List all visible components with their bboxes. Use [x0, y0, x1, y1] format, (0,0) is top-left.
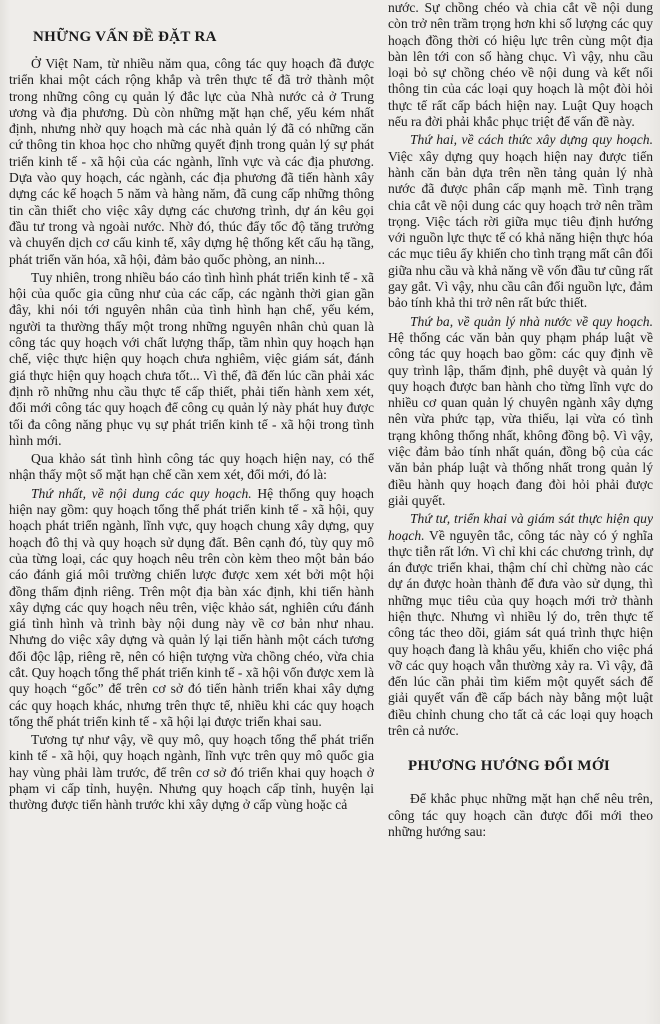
- right-column: [388, 0, 653, 842]
- paragraph: [388, 132, 653, 311]
- paragraph-lead: Thứ nhất, về nội dung các quy hoạch.: [31, 485, 252, 501]
- paragraph: [388, 314, 653, 510]
- paragraph: [388, 511, 653, 739]
- left-column: [9, 4, 374, 816]
- paragraph-lead: Thứ ba, về quản lý nhà nước về quy hoạch.: [410, 313, 653, 329]
- paragraph: Để khắc phục những mặt hạn chế nêu trên, công tác quy hoạch cần được đổi mới theo những hướng sau:: [388, 791, 653, 839]
- paragraph: Qua khảo sát tình hình công tác quy hoạch hiện nay, có thể nhận thấy một số mặt hạn chế cần xem xét, đổi mới, đó là:: [9, 451, 374, 483]
- paragraph: Ở Việt Nam, từ nhiều năm qua, công tác quy hoạch đã được triển khai một cách rộng khắp và trên thực tế đã trở thành một trong những công cụ quản lý đắc lực của Nhà nước cả ở Trung ương và địa phương. Dù còn những mặt hạn chế, yếu kém nhất định, nhưng nhờ quy hoạch mà các nhà quản lý đã có những căn cứ thông tin khoa học cho những quyết định trong quản lý sự phát triển kinh tế - xã hội của các ngành, lĩnh vực và các địa phương. Dựa vào quy hoạch, các ngành, các địa phương đã tiến hành xây dựng các kế hoạch 5 năm và hàng năm, đã cung cấp những thông tin cần thiết cho việc xây dựng các chương trình, dự án kêu gọi đầu tư trong và ngoài nước. Nhờ đó, thúc đẩy tốc độ tăng trưởng và chuyển dịch cơ cấu kinh tế, xây dựng hệ thống kết cấu hạ tầng, phát triển văn hóa, xã hội, đảm bảo quốc phòng, an ninh...: [9, 56, 374, 267]
- paragraph: Tương tự như vậy, về quy mô, quy hoạch tổng thể phát triển kinh tế - xã hội, quy hoạch ngành, lĩnh vực trên quy mô quốc gia hay vùng phải làm trước, để trên cơ sở đó triển khai quy hoạch ở phạm vi cấp tỉnh, huyện. Nhưng quy hoạch cấp tỉnh, huyện lại thường được tiến hành trước khi xây dựng ở cấp vùng hoặc cả: [9, 732, 374, 813]
- paragraph-body: Việc xây dựng quy hoạch hiện nay được tiến hành căn bản dựa trên nền tảng quản lý nhà nước đã được phân cấp mạnh mẽ. Tình trạng chia cắt về nội dung các quy hoạch trở nên trầm trọng. Việc tách rời giữa mục tiêu định hướng với nguồn lực thực tế có khả năng hiện thực hóa các mục tiêu ấy khiến cho tình trạng mất cân đối giữa nhu cầu và khả năng về vốn đầu tư cũng rất gay gắt. Vì vậy, nhu cầu cân đối nguồn lực, đảm bảo tính khả thi trở nên rất bức thiết.: [388, 148, 653, 311]
- section-heading-issues: NHỮNG VẤN ĐỀ ĐẶT RA: [33, 29, 217, 45]
- section-heading-directions: PHƯƠNG HƯỚNG ĐỔI MỚI: [408, 758, 610, 775]
- paragraph: [9, 486, 374, 730]
- paragraph-lead: Thứ hai, về cách thức xây dựng quy hoạch.: [410, 132, 653, 148]
- paragraph-lead: Thứ tư, triển khai và giám sát thực hiện quy hoạch.: [388, 511, 653, 543]
- paragraph-body: Hệ thống quy hoạch hiện nay gồm: quy hoạch tổng thể phát triển kinh tế - xã hội, quy hoạch phát triển ngành, lĩnh vực, quy hoạch chung xây dựng, quy hoạch đô thị và quy hoạch sử dụng đất. Bên cạnh đó, tùy quy mô của từng loại, các quy hoạch nêu trên còn kèm theo một bản báo cáo đánh giá môi trường chiến lược được xem xét bởi một hội đồng thẩm định riêng. Trên một địa bàn xác định, khi tiến hành xây dựng các quy hoạch nêu trên, việc khảo sát, nghiên cứu đánh giá tình hình và trình bày nội dung này về cơ bản như nhau. Nhưng do việc xây dựng và quản lý lại tiến hành một cách tương đối độc lập, riêng rẽ, nên có hiện tượng vừa chồng chéo, vừa chia cắt. Quy hoạch tổng thể phát triển kinh tế - xã hội vốn được xem là quy hoạch “gốc” để trên cơ sở đó tiến hành triển khai xây dựng các quy hoạch khác, nhưng trên thực tế, nhiều khi các quy hoạch tổng thể phát triển kinh tế - xã hội lại được triển khai sau.: [9, 485, 374, 729]
- paragraph: nước. Sự chồng chéo và chia cắt về nội dung còn trở nên trầm trọng hơn khi số lượng các quy hoạch đồng thời có hiệu lực trên cùng một địa bàn lên tới con số hàng chục. Vì vậy, nhu cầu loại bỏ sự chồng chéo về nội dung và kết nối thông tin của các loại quy hoạch là một đòi hỏi thực tế rất cấp bách hiện nay. Luật Quy hoạch nếu ra đời phải khắc phục triệt để vấn đề này.: [388, 0, 653, 130]
- paragraph: Tuy nhiên, trong nhiều báo cáo tình hình phát triển kinh tế - xã hội của quốc gia cũng như của các cấp, các ngành thời gian gần đây, khi nói tới nguyên nhân của tình hình hạn chế, yếu kém, người ta thường thấy một trong những nguyên nhân chủ quan là công tác quy hoạch với chất lượng thấp, tầm nhìn quy hoạch hạn chế, việc thực hiện quy hoạch chưa nghiêm, việc giám sát, đánh giá thực hiện quy hoạch chưa tốt... Vì thế, đã đến lúc cần phải xác định rõ những nhu cầu thực tế cấp thiết, phải tiến hành xem xét, đổi mới công tác quy hoạch để công cụ quản lý này phát huy được tối đa công năng phục vụ sự phát triển kinh tế - xã hội trong tình hình mới.: [9, 269, 374, 448]
- paragraph-body: Về nguyên tắc, công tác này có ý nghĩa thực tiễn rất lớn. Vì chỉ khi các chương trình, dự án được triển khai, thậm chí chỉ chừng nào các dự án được hoàn thành để đưa vào sử dụng, thì những mục tiêu của quy hoạch mới trở thành hiện thực. Nhưng vì nhiều lý do, trên thực tế công tác theo dõi, giám sát quá trình thực hiện quy hoạch đang là khâu yếu, khiến cho việc phá vỡ các quy hoạch vẫn thường xảy ra. Vì vậy, đã đến lúc cần phải tìm kiếm một quyết sách để giải quyết vấn đề cấp bách này bằng một luật điều chỉnh chung cho tất cả các loại quy hoạch trên cả nước.: [388, 527, 653, 739]
- paragraph-body: Hệ thống các văn bản quy phạm pháp luật về công tác quy hoạch bao gồm: các quy định về quy trình lập, thẩm định, phê duyệt và quản lý quy hoạch được ban hành cho từng lĩnh vực do nhiều cơ quan quản lý chuyên ngành xây dựng nên vừa phức tạp, vừa thiếu, lại vừa có tình trạng không thống nhất, không đồng bộ. Vì vậy, việc đảm bảo tính nhất quán, đồng bộ của các văn bản pháp luật và thống nhất trong quản lý điều hành quy hoạch đang đòi hỏi phải được giải quyết.: [388, 329, 653, 508]
